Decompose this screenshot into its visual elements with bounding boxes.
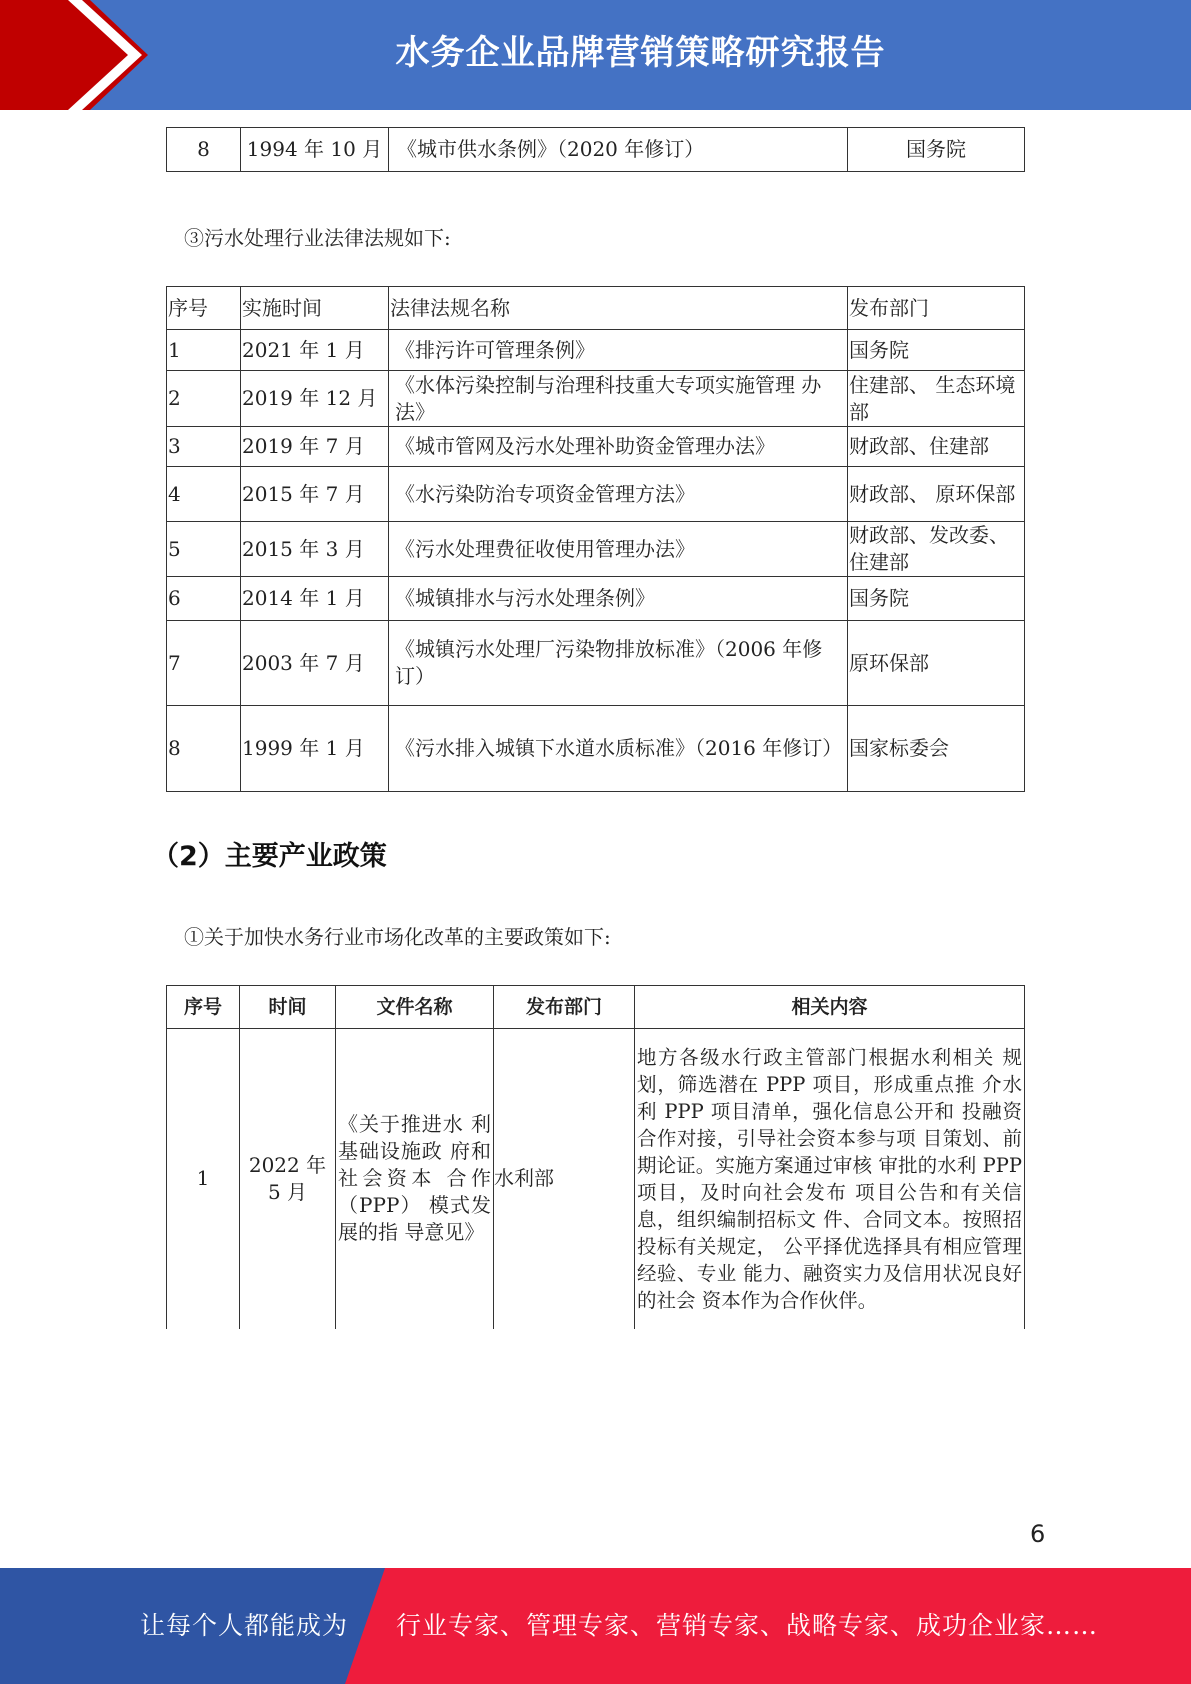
cell-law-name: 《水体污染控制与治理科技重大专项实施管理 办法》 [389, 371, 848, 427]
header-department: 发布部门 [848, 287, 1025, 330]
cell-law-name: 《排污许可管理条例》 [389, 330, 848, 371]
cell-department: 原环保部 [848, 621, 1025, 706]
table-row [167, 706, 1025, 792]
cell-date: 2019 年 7 月 [241, 427, 389, 467]
header-number: 序号 [167, 287, 241, 330]
cell-law-name: 《城市供水条例》（2020 年修订） [389, 128, 848, 172]
cell-date: 2015 年 3 月 [241, 522, 389, 577]
cell-date: 2019 年 12 月 [241, 371, 389, 427]
cell-number: 3 [167, 427, 241, 467]
cell-law-name: 《污水排入城镇下水道水质标准》（2016 年修订） [389, 706, 848, 792]
cell-number: 4 [167, 467, 241, 522]
table-header-row [167, 287, 1025, 330]
page-header [0, 0, 1191, 110]
cell-department: 财政部、 原环保部 [848, 467, 1025, 522]
policy-table [166, 985, 1025, 1329]
cell-time: 2022 年 5 月 [240, 1029, 336, 1329]
header-document-name: 文件名称 [336, 986, 494, 1029]
cell-department: 国务院 [848, 128, 1025, 172]
footer-slogan-right: 行业专家、管理专家、营销专家、战略专家、成功企业家…… [396, 1611, 1099, 1640]
sewage-laws-intro: ③污水处理行业法律法规如下: [184, 226, 451, 250]
cell-law-name: 《城镇污水处理厂污染物排放标准》（2006 年修订） [389, 621, 848, 706]
header-content: 相关内容 [635, 986, 1025, 1029]
cell-department: 水利部 [494, 1029, 635, 1329]
cell-date: 2014 年 1 月 [241, 577, 389, 621]
cell-document-name: 《关于推进水 利基础设施政 府和社会资本 合作（PPP） 模式发展的指 导意见》 [336, 1029, 494, 1329]
cell-number: 8 [167, 706, 241, 792]
header-department: 发布部门 [494, 986, 635, 1029]
report-title: 水务企业品牌营销策略研究报告 [395, 33, 886, 73]
cell-number: 1 [167, 1029, 240, 1329]
footer-slogan-left: 让每个人都能成为 [140, 1611, 349, 1640]
section-heading: （2）主要产业政策 [152, 841, 387, 872]
cell-department: 财政部、发改委、住建部 [848, 522, 1025, 577]
header-date: 实施时间 [241, 287, 389, 330]
cell-date: 1999 年 1 月 [241, 706, 389, 792]
cell-law-name: 《城市管网及污水处理补助资金管理办法》 [389, 427, 848, 467]
cell-number: 1 [167, 330, 241, 371]
cell-department: 国家标委会 [848, 706, 1025, 792]
cell-date: 1994 年 10 月 [241, 128, 389, 172]
table-row [167, 1029, 1025, 1329]
cell-law-name: 《水污染防治专项资金管理方法》 [389, 467, 848, 522]
cell-number: 7 [167, 621, 241, 706]
cell-number: 8 [167, 128, 241, 172]
cell-content: 地方各级水行政主管部门根据水利相关 规划，筛选潜在 PPP 项目，形成重点推 介水利 PPP 项目清单，强化信息公开和 投融资合作对接，引导社会资本参与项 目策划、前期论证。实施方案通过审核 审批的水利 PPP 项目，及时向社会发布 项目公告和有关信息，组织编制招标文 件、合同文本。按照招投标有关规定， 公平择优选择具有相应管理经验、专业 能力、融资实力及信用状况良好的社会 资本作为合作伙伴。 [635, 1029, 1025, 1329]
policy-intro: ①关于加快水务行业市场化改革的主要政策如下: [184, 925, 611, 949]
page-footer [0, 1568, 1191, 1684]
table-row [167, 577, 1025, 621]
cell-department: 国务院 [848, 577, 1025, 621]
header-time: 时间 [240, 986, 336, 1029]
cell-department: 国务院 [848, 330, 1025, 371]
cell-number: 6 [167, 577, 241, 621]
table-row [167, 621, 1025, 706]
table-row [167, 427, 1025, 467]
header-law-name: 法律法规名称 [389, 287, 848, 330]
cell-law-name: 《污水处理费征收使用管理办法》 [389, 522, 848, 577]
table-row [167, 522, 1025, 577]
cell-number: 2 [167, 371, 241, 427]
cell-law-name: 《城镇排水与污水处理条例》 [389, 577, 848, 621]
page-number: 6 [1030, 1520, 1046, 1548]
water-supply-law-table-continued [166, 127, 1025, 172]
cell-date: 2021 年 1 月 [241, 330, 389, 371]
sewage-law-table [166, 286, 1025, 792]
table-row [167, 371, 1025, 427]
table-row [167, 128, 1025, 172]
cell-date: 2015 年 7 月 [241, 467, 389, 522]
table-header-row [167, 986, 1025, 1029]
cell-date: 2003 年 7 月 [241, 621, 389, 706]
table-row [167, 467, 1025, 522]
cell-department: 财政部、住建部 [848, 427, 1025, 467]
cell-department: 住建部、 生态环境部 [848, 371, 1025, 427]
header-number: 序号 [167, 986, 240, 1029]
table-row [167, 330, 1025, 371]
cell-number: 5 [167, 522, 241, 577]
